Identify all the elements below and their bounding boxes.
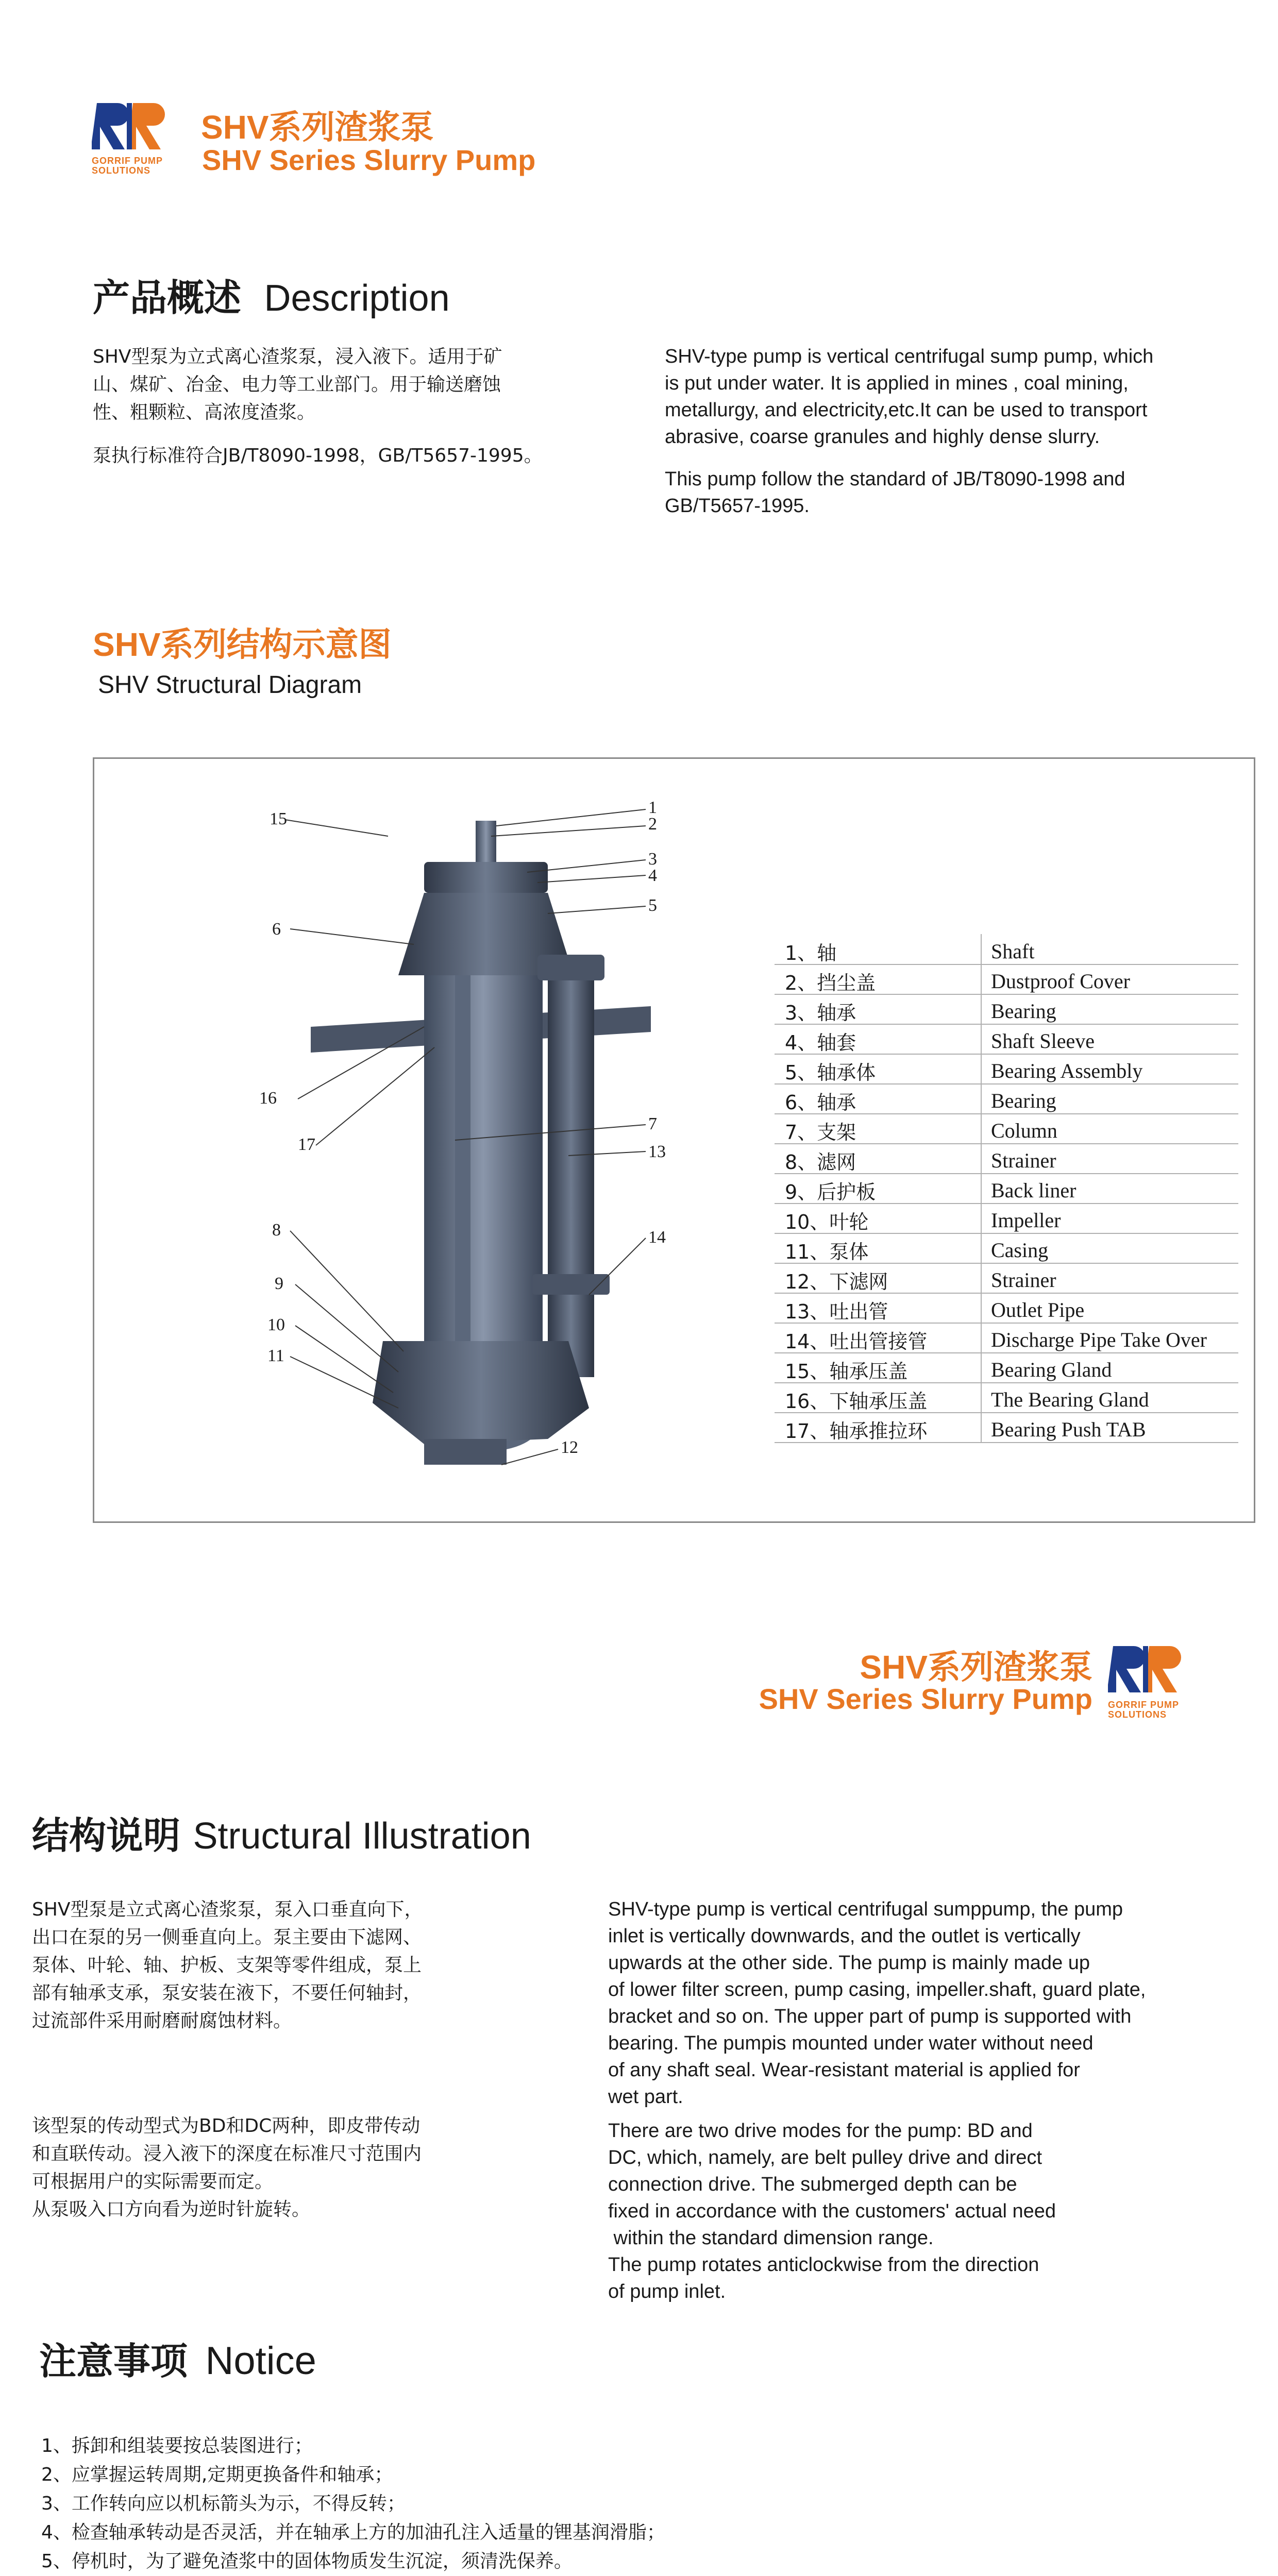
header-logo-2 [1108,1641,1196,1720]
illustration-cn-line: 过流部件采用耐磨耐腐蚀材料。 [32,2010,292,2031]
legend-cn: 17、轴承推拉环 [785,1420,928,1443]
illustration-cn-para2 [32,2112,573,2224]
legend-cn: 9、后护板 [785,1181,876,1204]
brand-title-en: SHV Series Slurry Pump [202,144,536,176]
legend-row [775,1323,1238,1353]
structural-diagram-box [93,757,1255,1523]
illustration-en-line: wet part. [608,2086,683,2108]
legend-en: Bearing Assembly [991,1059,1143,1082]
illustration-en-line: bearing. The pumpis mounted under water without need [608,2032,1094,2054]
illustration-en-para1 [608,1896,1268,2110]
legend-cn: 14、吐出管接管 [785,1330,928,1353]
notice-cn-item: 4、检查轴承转动是否灵活，并在轴承上方的加油孔注入适量的锂基润滑脂； [41,2522,665,2543]
gorrif-logo-icon [1108,1641,1196,1698]
callout-4: 4 [648,866,657,885]
legend-row [775,1024,1238,1055]
notice-cn-item: 2、应掌握运转周期,定期更换备件和轴承； [41,2464,393,2485]
callout-16: 16 [259,1089,277,1108]
callout-8: 8 [272,1221,281,1240]
description-en-line: SHV-type pump is vertical centrifugal sump pump, which [665,346,1154,367]
notice-cn-item: 1、拆卸和组装要按总装图进行； [41,2435,313,2456]
legend-en: Shaft Sleeve [991,1029,1095,1053]
callout-13: 13 [648,1142,666,1161]
logo-sub-line-2: SOLUTIONS [92,165,151,176]
legend-en: Strainer [991,1268,1056,1292]
illustration-en-para2 [608,2117,1268,2305]
legend-cn: 16、下轴承压盖 [785,1390,928,1413]
legend-row [775,1263,1238,1294]
legend-row [775,1083,1238,1114]
legend-row [775,1412,1238,1443]
legend-en: The Bearing Gland [991,1388,1149,1411]
legend-row [775,1054,1238,1084]
notice-heading-cn: 注意事项 [39,2341,188,2382]
illustration-en-line: The pump rotates anticlockwise from the direction [608,2254,1039,2276]
legend-en: Column [991,1119,1057,1142]
logo-sub-line-1: GORRIF PUMP [92,156,163,166]
legend-cn: 15、轴承压盖 [785,1360,908,1383]
description-cn-line: 山、煤矿、冶金、电力等工业部门。用于输送磨蚀 [93,374,501,395]
legend-row [775,1352,1238,1383]
description-cn [93,343,608,470]
description-en-line: metallurgy, and electricity,etc.It can be used to transport [665,399,1148,421]
callout-9: 9 [275,1274,283,1293]
legend-en: Bearing Gland [991,1358,1112,1381]
illustration-en-line: SHV-type pump is vertical centrifugal sumppump, the pump [608,1899,1123,1920]
notice-cn-item: 3、工作转向应以机标箭头为示，不得反转； [41,2493,406,2514]
legend-cn: 7、支架 [785,1121,856,1144]
logo-sub-line-2: SOLUTIONS [1108,1709,1167,1720]
legend-en: Casing [991,1239,1049,1262]
parts-legend [775,934,1238,1449]
legend-cn: 12、下滤网 [785,1270,888,1293]
gorrif-logo-icon [92,98,179,155]
illustration-cn-line: 从泵吸入口方向看为逆时针旋转。 [32,2199,311,2220]
illustration-en-line: bracket and so on. The upper part of pump is supported with [608,2006,1132,2027]
illustration-en-line: connection drive. The submerged depth can be [608,2174,1017,2195]
callout-12: 12 [561,1438,578,1457]
description-cn-line: SHV型泵为立式离心渣浆泵，浸入液下。适用于矿 [93,346,502,367]
legend-cn: 8、滤网 [785,1151,856,1174]
legend-row [775,994,1238,1025]
logo-subtitle [92,156,179,176]
legend-en: Impeller [991,1209,1061,1232]
description-heading-cn: 产品概述 [93,278,242,319]
legend-cn: 13、吐出管 [785,1300,888,1323]
illustration-cn-line: 部有轴承支承，泵安装在液下，不要任何轴封， [32,1982,422,2004]
legend-row [775,1293,1238,1324]
illustration-en-line: There are two drive modes for the pump: BD and [608,2120,1033,2142]
legend-cn: 4、轴套 [785,1031,856,1054]
illustration-heading-en: Structural Illustration [193,1816,531,1857]
legend-row [775,1382,1238,1413]
legend-cn: 10、叶轮 [785,1211,869,1233]
illustration-en-line: of any shaft seal. Wear-resistant material is applied for [608,2059,1080,2081]
illustration-heading-cn: 结构说明 [32,1816,181,1857]
legend-en: Discharge Pipe Take Over [991,1328,1207,1351]
illustration-en-line: of pump inlet. [608,2281,726,2302]
illustration-en-line: fixed in accordance with the customers' actual need [608,2200,1056,2222]
illustration-cn-para1 [32,1896,573,2035]
legend-cn: 2、挡尘盖 [785,972,876,994]
legend-row [775,934,1238,965]
callout-6: 6 [272,920,281,939]
diagram-heading-cn: SHV系列结构示意图 [93,626,392,663]
illustration-en-line: upwards at the other side. The pump is mainly made up [608,1952,1090,1974]
notice-heading [39,2331,316,2385]
description-en-line: abrasive, coarse granules and highly dense slurry. [665,426,1100,448]
legend-row [775,964,1238,995]
logo-subtitle [1108,1700,1196,1720]
callout-10: 10 [267,1315,285,1334]
legend-cn: 5、轴承体 [785,1061,876,1084]
callout-5: 5 [648,896,657,915]
legend-cn: 1、轴 [785,942,837,964]
legend-en: Shaft [991,940,1035,963]
illustration-cn-line: 可根据用户的实际需要而定。 [32,2171,274,2192]
callout-3: 3 [648,850,657,869]
legend-row [775,1233,1238,1264]
description-en-line: This pump follow the standard of JB/T8090-1998 and [665,468,1125,490]
legend-en: Outlet Pipe [991,1298,1085,1321]
diagram-heading-en: SHV Structural Diagram [98,671,362,699]
illustration-cn-line: 泵体、叶轮、轴、护板、支架等零件组成，泵上 [32,1955,422,1976]
brand-title-cn: SHV系列渣浆泵 [201,109,434,146]
description-heading [93,268,450,321]
notice-heading-en: Notice [205,2339,316,2383]
callout-2: 2 [648,815,657,834]
description-heading-en: Description [264,278,450,319]
header-logo [92,98,179,176]
description-cn-line: 性、粗颗粒、高浓度渣浆。 [93,402,316,423]
illustration-en-line: within the standard dimension range. [608,2227,934,2249]
illustration-cn-line: SHV型泵是立式离心渣浆泵，泵入口垂直向下， [32,1899,423,1920]
legend-row [775,1143,1238,1174]
callout-11: 11 [267,1346,284,1365]
callout-1: 1 [648,798,657,817]
legend-cn: 11、泵体 [785,1241,869,1263]
brand-title-cn-2: SHV系列渣浆泵 [860,1649,1092,1686]
illustration-en-line: of lower filter screen, pump casing, impeller.shaft, guard plate, [608,1979,1146,2001]
notice-cn-list [41,2432,1226,2576]
callout-14: 14 [648,1228,666,1247]
illustration-en-line: DC, which, namely, are belt pulley drive and direct [608,2147,1042,2168]
pump-drawing [94,759,764,1521]
illustration-heading [32,1806,531,1859]
brand-title-en-2: SHV Series Slurry Pump [759,1683,1092,1715]
description-cn-line: 泵执行标准符合JB/T8090-1998，GB/T5657-1995。 [93,445,543,466]
notice-cn-item: 5、停机时，为了避免渣浆中的固体物质发生沉淀，须清洗保养。 [41,2551,573,2572]
legend-en: Bearing [991,999,1056,1023]
legend-en: Back liner [991,1179,1077,1202]
callout-7: 7 [648,1114,657,1133]
legend-row [775,1113,1238,1144]
description-en-line: GB/T5657-1995. [665,495,810,517]
illustration-cn-line: 出口在泵的另一侧垂直向上。泵主要由下滤网、 [32,1927,422,1948]
illustration-cn-line: 和直联传动。浸入液下的深度在标准尺寸范围内 [32,2143,422,2164]
description-en-line: is put under water. It is applied in mines , coal mining, [665,372,1129,394]
legend-en: Bearing Push TAB [991,1418,1146,1441]
legend-en: Bearing [991,1089,1056,1112]
callout-15: 15 [270,809,287,828]
legend-row [775,1203,1238,1234]
legend-en: Strainer [991,1149,1056,1172]
legend-cn: 6、轴承 [785,1091,856,1114]
legend-row [775,1173,1238,1204]
callout-17: 17 [298,1135,315,1154]
legend-cn: 3、轴承 [785,1002,856,1024]
description-en [665,343,1257,519]
illustration-cn-line: 该型泵的传动型式为BD和DC两种，即皮带传动 [32,2115,421,2137]
legend-en: Dustproof Cover [991,970,1130,993]
illustration-en-line: inlet is vertically downwards, and the outlet is vertically [608,1925,1081,1947]
logo-sub-line-1: GORRIF PUMP [1108,1700,1180,1710]
